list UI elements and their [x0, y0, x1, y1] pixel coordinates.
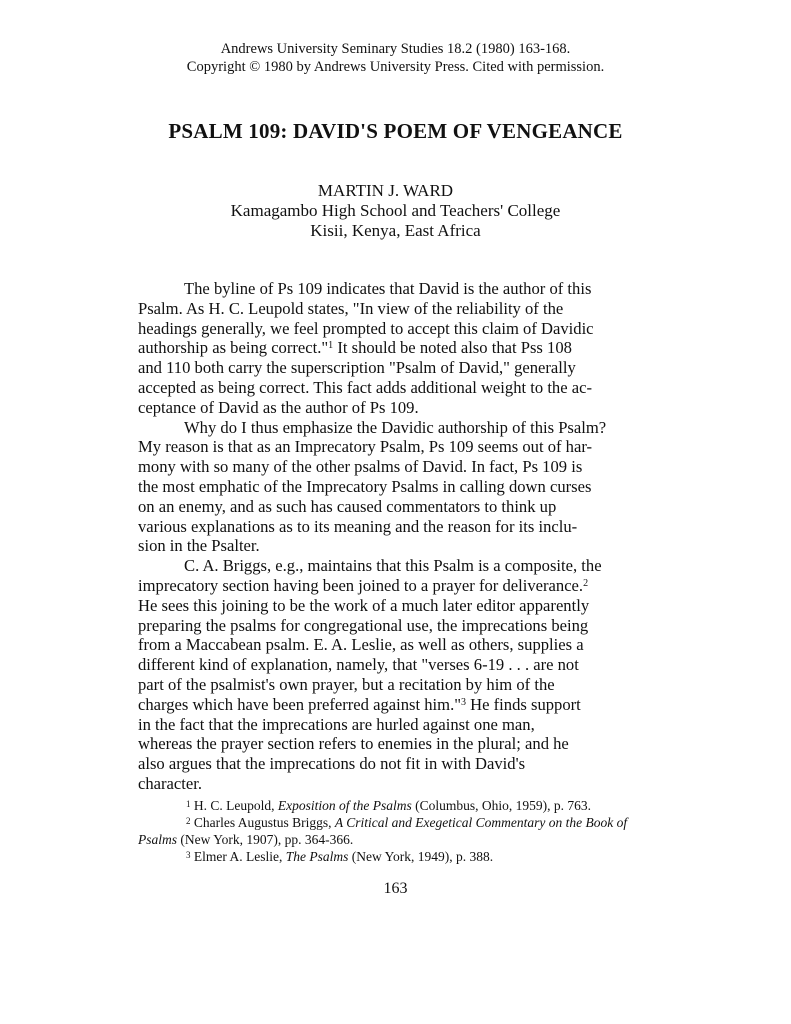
text-line: sion in the Psalter. [138, 536, 260, 556]
text-line: The byline of Ps 109 indicates that David is the author of this [184, 279, 592, 298]
text-line: on an enemy, and as such has caused commentators to think up [138, 496, 557, 516]
text-line [138, 576, 648, 596]
article-title: PSALM 109: DAVID'S POEM OF VENGEANCE [168, 119, 623, 143]
footnote-text: Charles Augustus Briggs, [190, 815, 335, 830]
text-line: whereas the prayer section refers to enemies in the plural; and he [138, 734, 569, 754]
text-line: Psalm. As H. C. Leupold states, "In view of the reliability of the [138, 298, 564, 318]
text-line: He sees this joining to be the work of a much later editor apparently [138, 595, 590, 615]
footnote-number: 2 [186, 816, 191, 826]
paragraph [138, 556, 648, 794]
text-span: authorship as being correct." [138, 338, 329, 358]
text-line: C. A. Briggs, e.g., maintains that this Psalm is a composite, the [184, 556, 602, 576]
text-line: headings generally, we feel prompted to accept this claim of Davidic [138, 318, 594, 338]
copyright-line: Copyright © 1980 by Andrews University Press. Cited with permission. [186, 59, 605, 75]
text-span: It should be noted also that Pss 108 [333, 338, 572, 358]
footnote-3 [138, 848, 658, 865]
paragraph [138, 418, 648, 557]
text-line: and 110 both carry the superscription "Psalm of David," generally [138, 358, 576, 378]
text-line: in the fact that the imprecations are hurled against one man, [138, 714, 535, 734]
author-affiliation: Kamagambo High School and Teachers' College [230, 201, 561, 220]
footnote-number: 3 [186, 850, 191, 860]
journal-header [0, 40, 791, 76]
page-number: 163 [383, 880, 408, 897]
footnote-title: Exposition of the Psalms [277, 798, 412, 813]
author-block [0, 181, 791, 241]
text-line: part of the psalmist's own prayer, but a recitation by him of the [138, 674, 555, 694]
author-location: Kisii, Kenya, East Africa [310, 221, 481, 240]
footnote-2 [138, 814, 658, 831]
text-line [138, 338, 648, 358]
footnotes [138, 797, 658, 865]
footnote-number: 1 [186, 799, 191, 809]
text-line: the most emphatic of the Imprecatory Psalms in calling down curses [138, 476, 592, 496]
footnote-title: A Critical and Exegetical Commentary on the Book of [334, 815, 628, 830]
text-line: different kind of explanation, namely, that "verses 6-19 . . . are not [138, 655, 579, 675]
citation-line: Andrews University Seminary Studies 18.2 (1980) 163-168. [220, 41, 571, 57]
text-line: accepted as being correct. This fact adds additional weight to the ac- [138, 377, 592, 397]
footnote-title: Psalms [138, 832, 178, 847]
text-line: also argues that the imprecations do not fit in with David's [138, 754, 526, 774]
footnote-text: Elmer A. Leslie, [190, 849, 286, 864]
footnote-ref[interactable]: 1 [328, 340, 334, 352]
text-line: preparing the psalms for congregational use, the imprecations being [138, 615, 589, 635]
text-line: from a Maccabean psalm. E. A. Leslie, as well as others, supplies a [138, 635, 584, 655]
paragraph [138, 279, 648, 418]
footnote-ref[interactable]: 2 [583, 577, 589, 589]
text-span: He finds support [466, 694, 581, 714]
text-line [138, 695, 648, 715]
text-line: various explanations as to its meaning and the reason for its inclu- [138, 516, 578, 536]
footnote-text: (Columbus, Ohio, 1959), p. 763. [411, 798, 592, 813]
footnote-1 [138, 797, 658, 814]
footnote-title: The Psalms [285, 849, 349, 864]
footnote-text: (New York, 1949), p. 388. [348, 849, 494, 864]
author-name: MARTIN J. WARD [317, 181, 454, 200]
text-span: charges which have been preferred against him." [138, 694, 461, 714]
text-line: character. [138, 773, 203, 793]
text-span: imprecatory section having been joined to a prayer for deliverance. [138, 575, 584, 595]
text-line: My reason is that as an Imprecatory Psalm, Ps 109 seems out of har- [138, 437, 593, 457]
text-line: Why do I thus emphasize the Davidic authorship of this Psalm? [184, 417, 607, 437]
footnote-text: H. C. Leupold, [190, 798, 278, 813]
text-line: mony with so many of the other psalms of David. In fact, Ps 109 is [138, 457, 583, 477]
footnote-text: (New York, 1907), pp. 364-366. [177, 832, 354, 847]
footnote-2-continued [138, 831, 658, 848]
article-body [138, 279, 648, 794]
text-line: ceptance of David as the author of Ps 109. [138, 397, 419, 417]
footnote-ref[interactable]: 3 [461, 696, 466, 708]
